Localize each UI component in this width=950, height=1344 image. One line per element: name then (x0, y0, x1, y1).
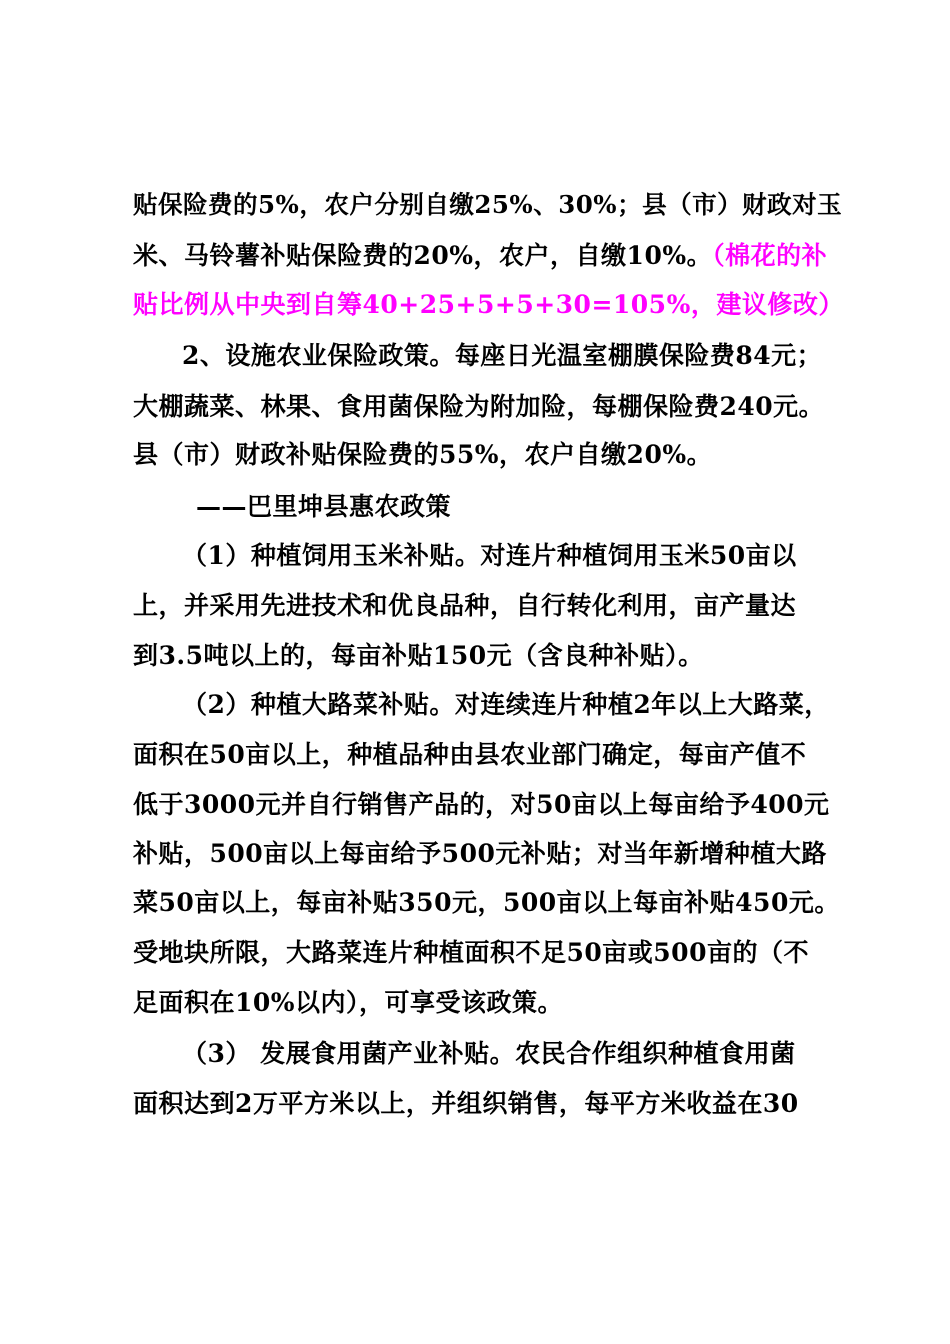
text-line (133, 239, 827, 273)
text-line (133, 639, 704, 673)
text-segment: 大棚蔬菜、林果、食用菌保险为附加险，每棚保险费240元。 (133, 392, 825, 421)
text-line (133, 438, 712, 472)
text-segment: （3） 发展食用菌产业补贴。农民合作组织种植食用菌 (182, 1039, 796, 1068)
editor-comment: （棉花的补 (712, 241, 828, 270)
text-segment: 县（市）财政补贴保险费的55%，农户自缴20%。 (133, 440, 713, 469)
text-segment: 面积在50亩以上，种植品种由县农业部门确定，每亩产值不 (133, 740, 807, 769)
editor-comment: 贴比例从中央到自筹40+25+5+5+30=105%，建议修改） (133, 290, 844, 319)
text-line (182, 1037, 796, 1071)
text-line (133, 188, 842, 222)
text-line (133, 788, 830, 822)
text-line (133, 1087, 799, 1121)
text-segment: 米、马铃薯补贴保险费的20%，农户，自缴10%。 (133, 241, 713, 270)
text-line (182, 339, 822, 373)
text-line (133, 936, 809, 970)
text-line (133, 886, 840, 920)
text-line (133, 837, 827, 871)
text-segment: 到3.5吨以上的，每亩补贴150元（含良种补贴）。 (133, 641, 704, 670)
text-line (133, 589, 796, 623)
section-heading-text: ——巴里坤县惠农政策 (196, 492, 452, 521)
text-line (133, 738, 806, 772)
editor-comment-line (133, 288, 844, 322)
text-segment: （2）种植大路菜补贴。对连续连片种植2年以上大路菜， (182, 690, 830, 719)
text-segment: 足面积在10%以内），可享受该政策。 (133, 988, 564, 1017)
text-segment: 补贴，500亩以上每亩给予500元补贴；对当年新增种植大路 (133, 839, 827, 868)
text-line (182, 539, 797, 573)
text-line (182, 688, 830, 722)
text-segment: 菜50亩以上，每亩补贴350元，500亩以上每亩补贴450元。 (133, 888, 840, 917)
text-segment: 受地块所限，大路菜连片种植面积不足50亩或500亩的（不 (133, 938, 809, 967)
text-line (133, 390, 824, 424)
text-segment: 低于3000元并自行销售产品的，对50亩以上每亩给予400元 (133, 790, 830, 819)
text-segment: 2、设施农业保险政策。每座日光温室棚膜保险费84元； (182, 341, 823, 370)
text-segment: 面积达到2万平方米以上，并组织销售，每平方米收益在30 (133, 1089, 799, 1118)
section-heading (196, 490, 451, 524)
text-segment: 贴保险费的5%，农户分别自缴25%、30%；县（市）财政对玉 (133, 190, 843, 219)
text-line (133, 986, 563, 1020)
text-segment: 上，并采用先进技术和优良品种，自行转化利用，亩产量达 (133, 591, 797, 620)
text-segment: （1）种植饲用玉米补贴。对连片种植饲用玉米50亩以 (182, 541, 797, 570)
